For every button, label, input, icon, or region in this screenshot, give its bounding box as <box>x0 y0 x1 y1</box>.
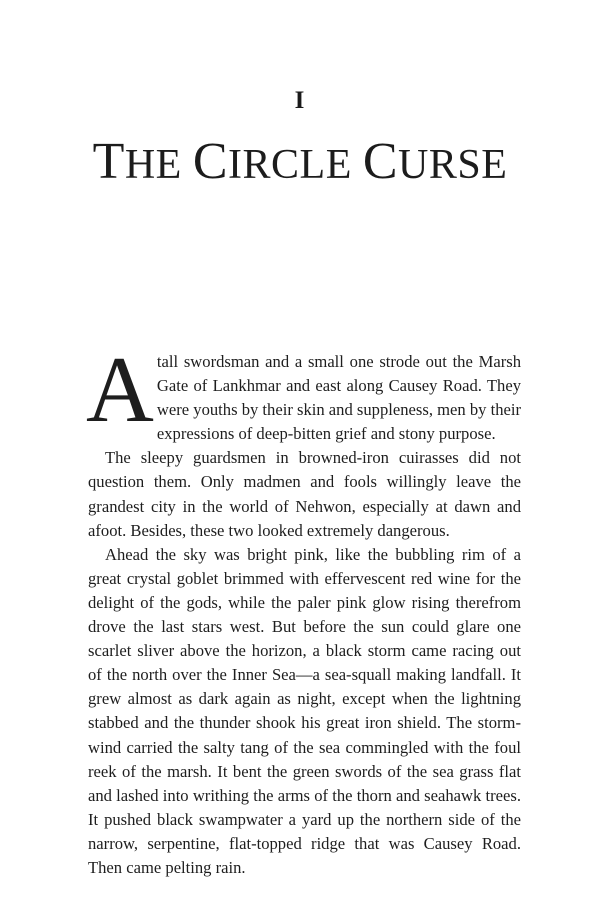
paragraph-3: Ahead the sky was bright pink, like the bubbling rim of a great crystal goblet brimmed with effervescent red wine for the delight of the gods, while the paler pink glow rising therefrom drove the last stars west. But before the sun could glare one scarlet sliver above the horizon, a black storm came racing out of the north over the Inner Sea—a sea-squall making landfall. It grew almost as dark again as night, except when the lightning stabbed and the thunder shook his great iron shield. The storm-wind carried the salty tang of the sea commingled with the foul reek of the marsh. It bent the green swords of the sea grass flat and lashed into writhing the arms of the thorn and seahawk trees. It pushed black swampwater a yard up the northern side of the narrow, serpentine, flat-topped ridge that was Causey Road. Then came pelting rain. <box>88 544 521 877</box>
body-text <box>86 338 521 880</box>
chapter-title-part: HE <box>124 142 193 188</box>
paragraph-text: tall swordsman and a small one strode out the Marsh Gate of Lankhmar and east along Causey Road. They were youths by their skin and suppleness, men by their expressions of deep-bitten grief and stony purpose. <box>156 352 521 444</box>
drop-cap: A <box>86 338 154 442</box>
chapter-title <box>0 134 600 193</box>
chapter-title-part: C <box>362 133 399 190</box>
chapter-title-part: C <box>192 133 229 190</box>
paragraph-2: The sleepy guardsmen in browned-iron cuirasses did not question them. Only madmen and fools willingly leave the grandest city in the world of Nehwon, especially at dawn and afoot. Besides, these two looked extremely dangerous. <box>88 448 521 540</box>
chapter-title-part: T <box>92 133 125 190</box>
chapter-title-part: IRCLE <box>228 142 363 188</box>
chapter-number: I <box>294 87 306 114</box>
paragraph-1 <box>86 338 521 446</box>
chapter-title-part: URSE <box>398 142 508 188</box>
